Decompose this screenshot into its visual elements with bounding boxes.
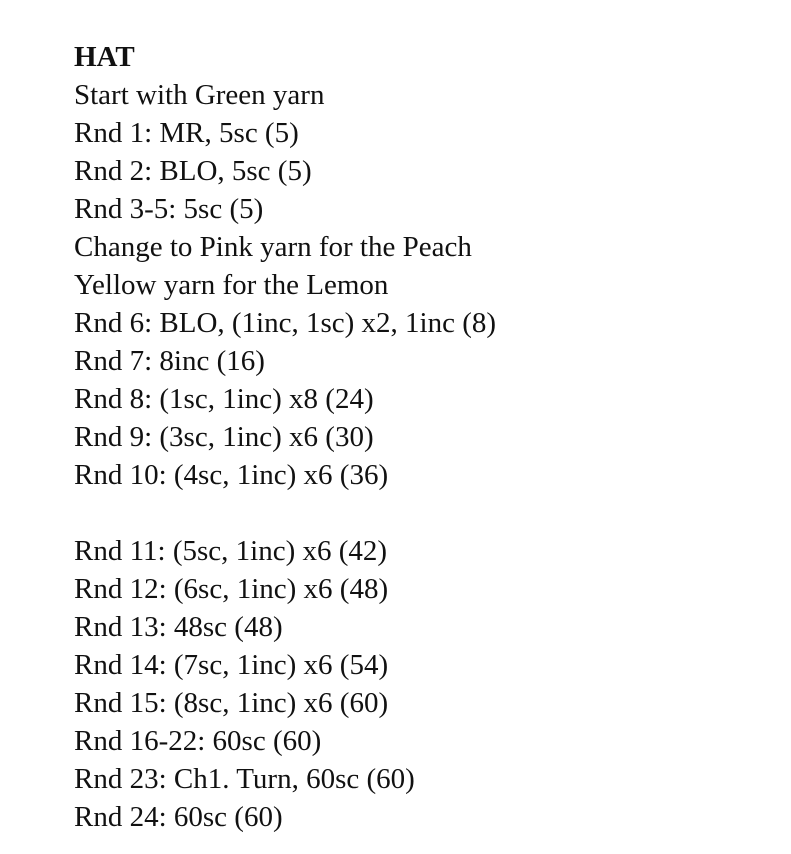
instruction-line: Rnd 11: (5sc, 1inc) x6 (42)	[74, 535, 388, 567]
instruction-line: Change to Pink yarn for the Peach	[74, 231, 472, 263]
pattern-document	[74, 38, 774, 836]
instruction-line: Yellow yarn for the Lemon	[74, 269, 389, 301]
instruction-line: Rnd 15: (8sc, 1inc) x6 (60)	[74, 687, 389, 719]
instruction-line: Rnd 1: MR, 5sc (5)	[74, 117, 299, 149]
intro-line: Start with Green yarn	[74, 79, 325, 111]
instruction-line: Rnd 6: BLO, (1inc, 1sc) x2, 1inc (8)	[74, 307, 497, 339]
instruction-line: Rnd 3-5: 5sc (5)	[74, 193, 264, 225]
instruction-line: Rnd 10: (4sc, 1inc) x6 (36)	[74, 459, 389, 491]
instruction-line: Rnd 23: Ch1. Turn, 60sc (60)	[74, 763, 415, 795]
instruction-line: Rnd 24: 60sc (60)	[74, 801, 283, 833]
paragraph-gap	[74, 494, 774, 532]
instruction-line: Rnd 16-22: 60sc (60)	[74, 725, 322, 757]
instruction-line: Rnd 12: (6sc, 1inc) x6 (48)	[74, 573, 389, 605]
instruction-line: Rnd 8: (1sc, 1inc) x8 (24)	[74, 383, 374, 415]
instruction-line: Rnd 13: 48sc (48)	[74, 611, 283, 643]
instruction-line: Rnd 2: BLO, 5sc (5)	[74, 155, 312, 187]
section-title: HAT	[74, 41, 135, 73]
instruction-line: Rnd 7: 8inc (16)	[74, 345, 265, 377]
instruction-line: Rnd 14: (7sc, 1inc) x6 (54)	[74, 649, 389, 681]
instruction-line: Rnd 9: (3sc, 1inc) x6 (30)	[74, 421, 374, 453]
